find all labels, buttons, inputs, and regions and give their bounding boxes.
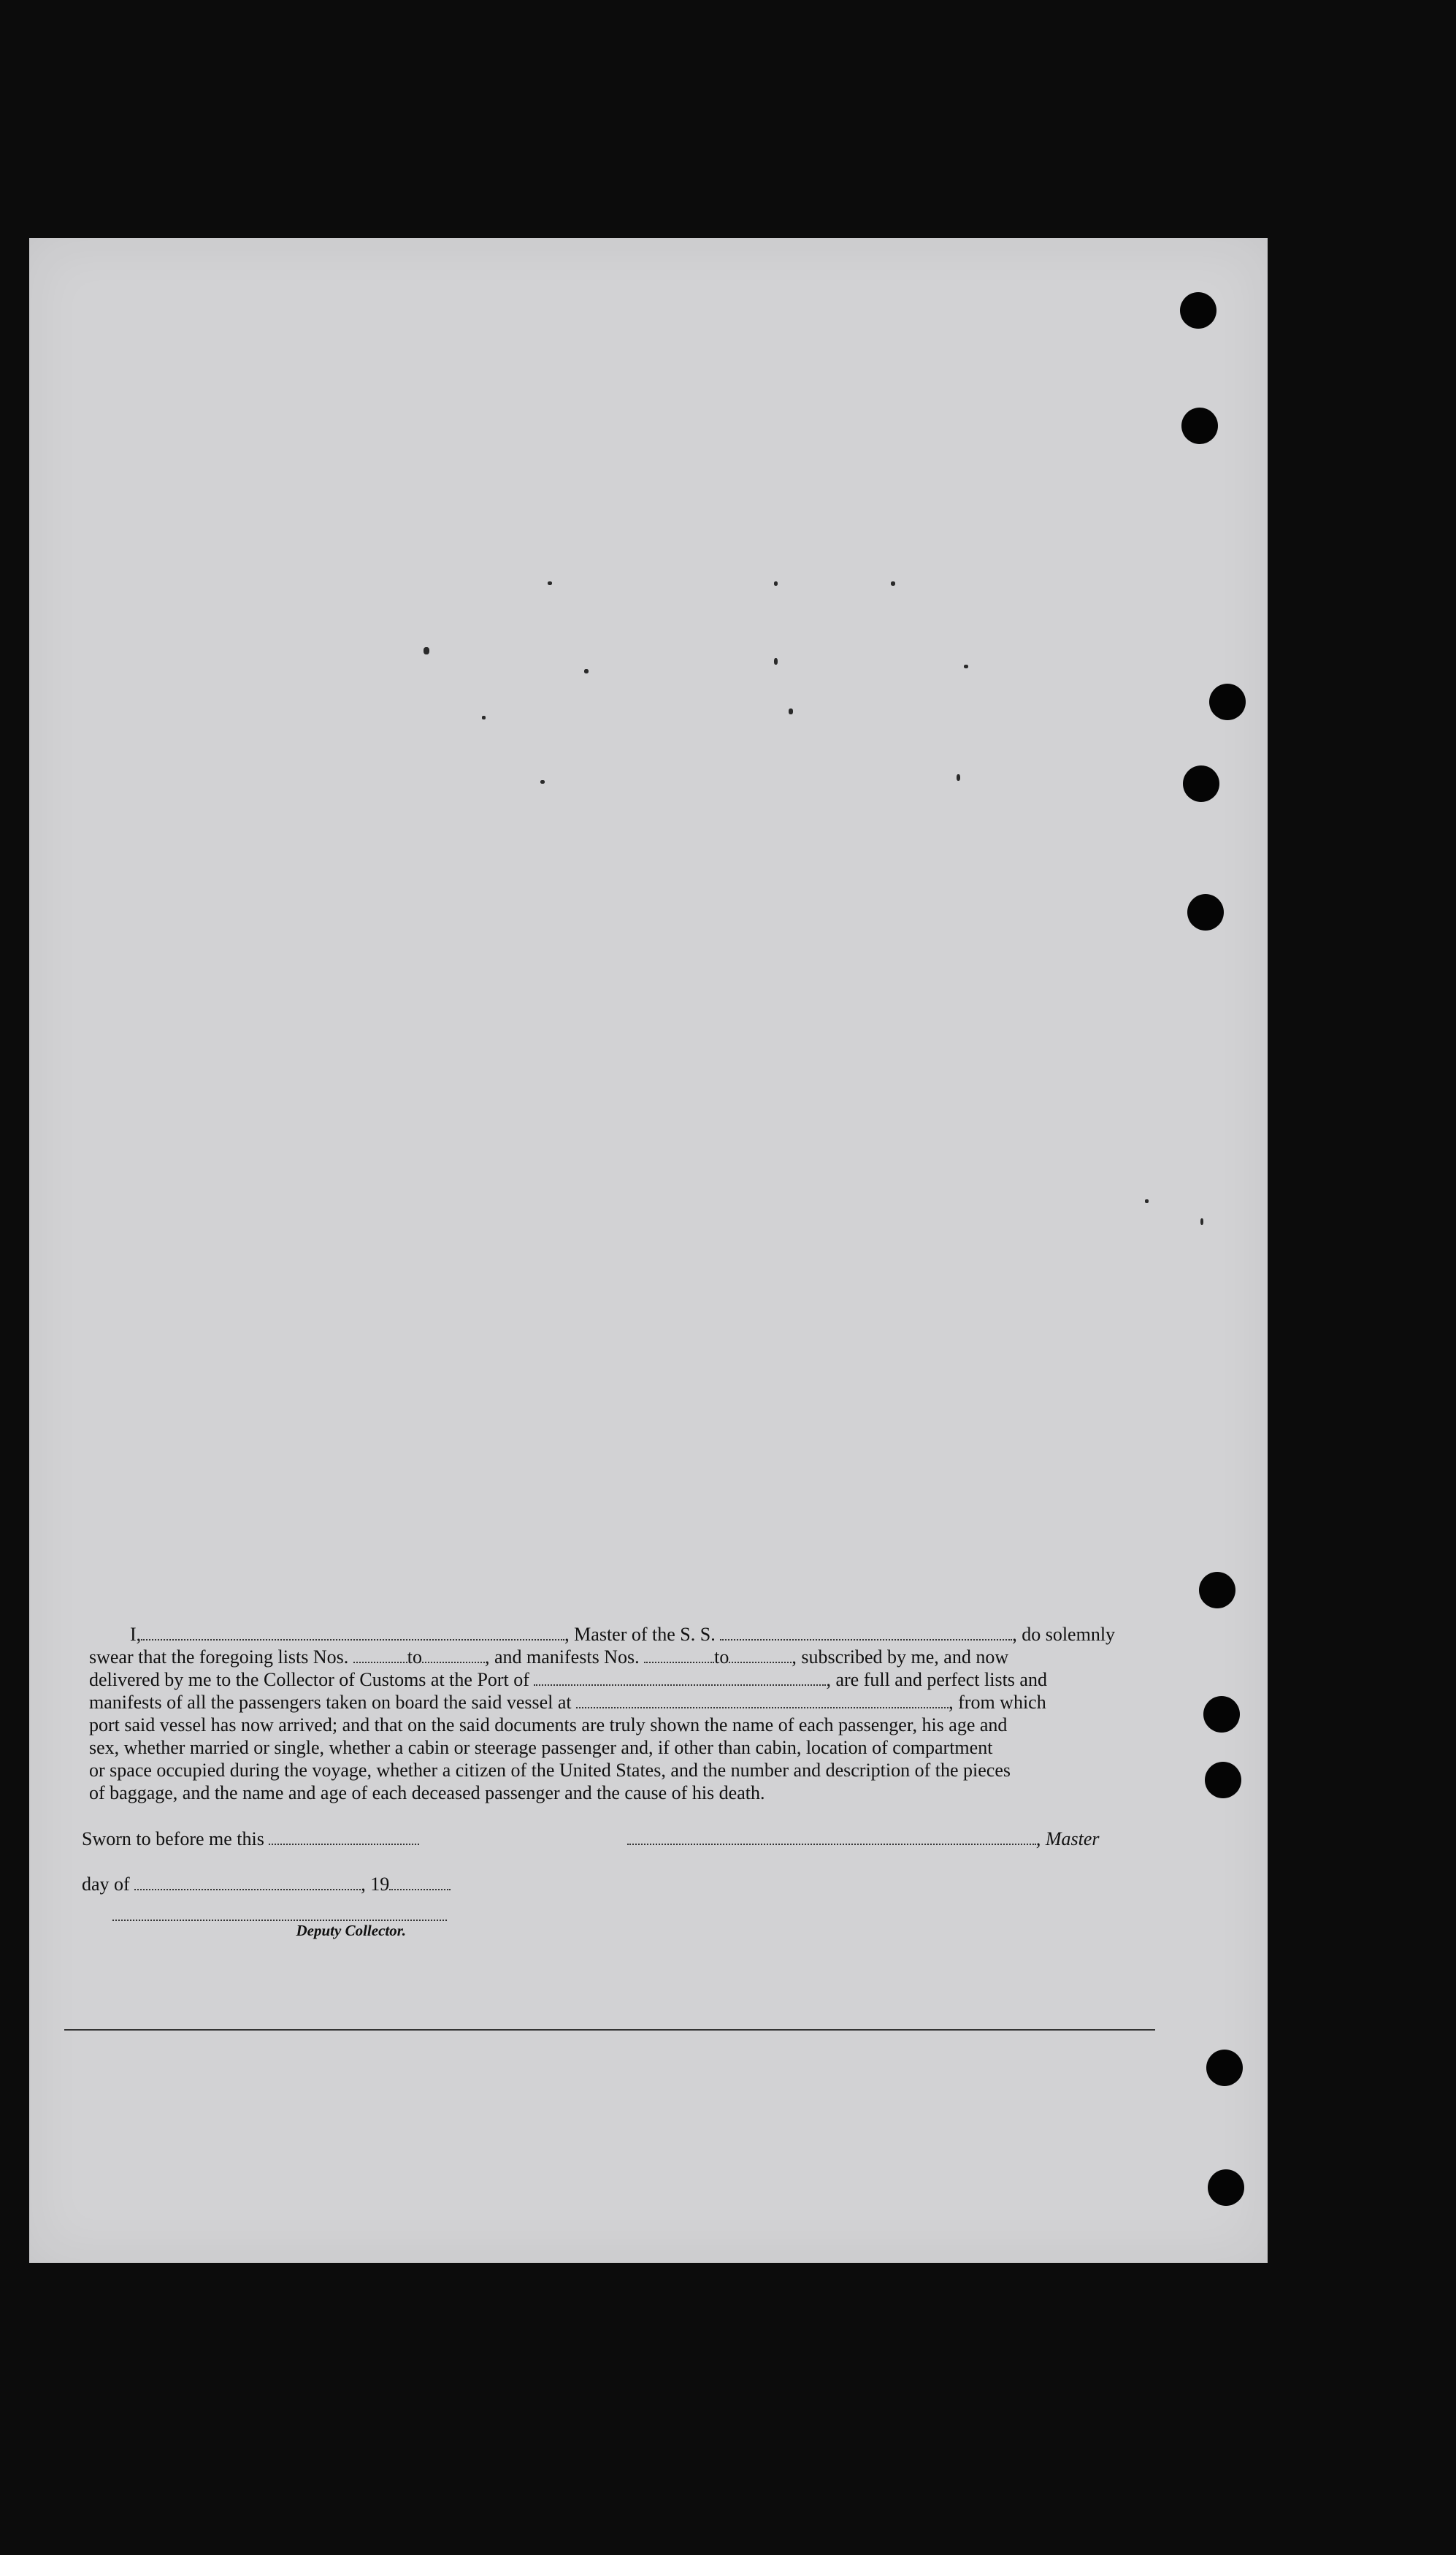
- punch-hole-icon: [1205, 1762, 1241, 1798]
- oath-line-2b: , and manifests Nos.: [485, 1646, 640, 1668]
- oath-line-3a: delivered by me to the Collector of Customs at the Port of: [89, 1669, 529, 1690]
- punch-hole-icon: [1181, 408, 1218, 444]
- year-blank: [389, 1874, 451, 1890]
- day-of-label: day of: [82, 1874, 130, 1895]
- ink-speck: [774, 581, 778, 586]
- ink-speck: [424, 647, 429, 654]
- ink-speck: [964, 665, 968, 668]
- deputy-collector-label: Deputy Collector.: [296, 1922, 406, 1939]
- ink-speck: [482, 716, 486, 719]
- punch-hole-icon: [1209, 684, 1246, 720]
- oath-intro: I,: [130, 1624, 142, 1645]
- ink-speck: [891, 581, 895, 586]
- punch-hole-icon: [1183, 765, 1219, 802]
- sworn-label: Sworn to before me this: [82, 1828, 264, 1849]
- master-name-blank: [141, 1624, 564, 1641]
- horizontal-rule: [64, 2029, 1155, 2031]
- oath-line-2c: , subscribed by me, and now: [792, 1646, 1009, 1668]
- ink-speck: [957, 774, 960, 781]
- lists-to-blank: [422, 1647, 485, 1663]
- manifests-to-blank: [729, 1647, 792, 1663]
- oath-line-8: of baggage, and the name and age of each deceased passenger and the cause of his death.: [89, 1782, 765, 1803]
- deputy-signature-blank: [112, 1915, 447, 1921]
- document-page: [29, 238, 1268, 2263]
- master-signature-blank: [627, 1829, 1036, 1845]
- oath-solemnly: , do solemnly: [1012, 1624, 1116, 1645]
- oath-line-4a: manifests of all the passengers taken on board the said vessel at: [89, 1692, 572, 1713]
- punch-hole-icon: [1187, 894, 1224, 931]
- ink-speck: [540, 780, 545, 784]
- deputy-collector-row: [112, 1915, 447, 1940]
- punch-hole-icon: [1206, 2050, 1243, 2086]
- manifests-from-blank: [644, 1647, 714, 1663]
- punch-hole-icon: [1208, 2169, 1244, 2206]
- punch-hole-icon: [1199, 1572, 1235, 1608]
- oath-line-2a: swear that the foregoing lists Nos.: [89, 1646, 349, 1668]
- oath-to-1: to: [407, 1646, 422, 1668]
- day-of-row: [82, 1873, 451, 1895]
- oath-line-5: port said vessel has now arrived; and that on the said documents are truly shown the name of each passenger, his age and: [89, 1714, 1008, 1735]
- vessel-name-blank: [720, 1624, 1012, 1641]
- port-blank: [534, 1670, 826, 1686]
- departure-port-blank: [576, 1692, 949, 1708]
- ink-speck: [548, 581, 552, 585]
- oath-master-of: , Master of the S. S.: [564, 1624, 716, 1645]
- oath-paragraph: [89, 1623, 1183, 1804]
- month-blank: [134, 1874, 361, 1890]
- oath-to-2: to: [714, 1646, 729, 1668]
- oath-line-6: sex, whether married or single, whether a cabin or steerage passenger and, if other than cabin, location of compartment: [89, 1737, 993, 1758]
- master-label: , Master: [1035, 1828, 1100, 1849]
- ink-speck: [584, 669, 589, 673]
- oath-line-4b: , from which: [949, 1692, 1046, 1713]
- oath-line-3b: , are full and perfect lists and: [826, 1669, 1047, 1690]
- ink-speck: [774, 658, 778, 665]
- ink-speck: [1200, 1218, 1203, 1225]
- ink-speck: [789, 709, 793, 714]
- punch-hole-icon: [1180, 292, 1216, 329]
- lists-from-blank: [353, 1647, 407, 1663]
- sworn-row: [82, 1828, 1184, 1850]
- punch-hole-icon: [1203, 1696, 1240, 1733]
- sworn-day-blank: [269, 1829, 419, 1845]
- year-prefix: , 19: [361, 1874, 390, 1895]
- ink-speck: [1145, 1199, 1149, 1203]
- oath-line-7: or space occupied during the voyage, whether a citizen of the United States, and the number and description of the pieces: [89, 1760, 1011, 1781]
